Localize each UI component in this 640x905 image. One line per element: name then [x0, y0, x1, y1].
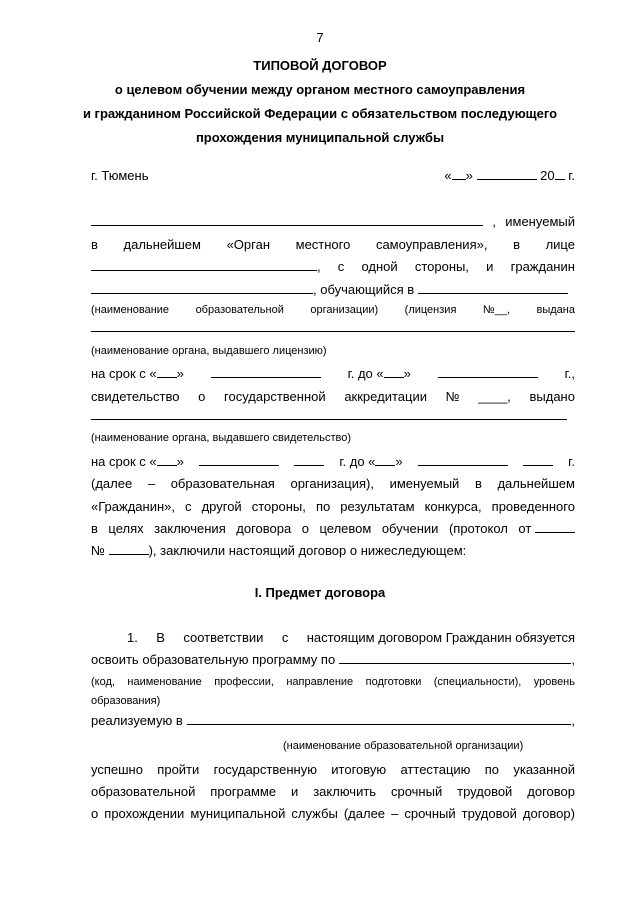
clause-1-line-4	[91, 762, 575, 777]
word: –	[391, 806, 399, 821]
word: образовательной	[195, 304, 284, 316]
preamble-line-1: , именуемый	[91, 214, 575, 229]
word: местного	[295, 237, 351, 252]
citizen-name-blank	[91, 282, 313, 294]
license-org-line	[91, 320, 575, 335]
text: »	[395, 454, 403, 469]
word: пройти	[157, 762, 200, 777]
word: договор)	[522, 806, 575, 821]
word: срочный	[390, 784, 443, 799]
word: прохождении	[104, 806, 185, 821]
studying-text: , обучающийся в	[313, 282, 415, 297]
year-blank	[555, 168, 565, 180]
clause-1-line-1	[127, 630, 575, 645]
word: (лицензия	[404, 304, 457, 316]
clause-1-line-5	[91, 784, 575, 799]
word: конкурса,	[424, 499, 482, 514]
word: образовательная	[170, 476, 275, 491]
word: одной	[361, 259, 398, 274]
document-subtitle-line-3: прохождения муниципальной службы	[195, 130, 445, 145]
word: по	[484, 762, 500, 777]
word: (протокол	[448, 521, 508, 536]
program-blank	[339, 652, 571, 664]
protocol-number-blank	[109, 543, 149, 555]
protocol-date-blank	[535, 521, 575, 533]
word: срочный	[404, 806, 456, 821]
blank	[157, 454, 177, 466]
word: (далее	[91, 476, 133, 491]
word: с	[337, 259, 345, 274]
place-text: г. Тюмень	[91, 168, 149, 183]
organ-name-blank	[91, 214, 483, 226]
named-text: именуемый	[505, 214, 575, 229]
word: (далее	[343, 806, 386, 821]
word: №__,	[482, 304, 510, 316]
preamble-line-13	[91, 521, 575, 536]
cert-org-blank	[91, 408, 567, 420]
word: по	[315, 499, 331, 514]
word: самоуправления»,	[375, 237, 488, 252]
word: и	[291, 784, 299, 799]
preamble-line-12	[91, 499, 575, 514]
blank	[523, 454, 553, 466]
word: организация),	[290, 476, 374, 491]
preamble-line-11	[91, 476, 575, 491]
word: в	[91, 521, 98, 536]
word: о	[91, 806, 99, 821]
word: выдана	[536, 304, 575, 316]
text: »	[176, 454, 184, 469]
text: освоить образовательную программу по	[91, 652, 336, 667]
word: (специальности),	[433, 676, 522, 688]
text: на срок с «	[91, 454, 157, 469]
word: соответствии	[183, 630, 264, 645]
document-subtitle-line-1: о целевом обучении между органом местного самоуправления	[114, 82, 526, 97]
preamble-line-4	[91, 282, 575, 297]
word: аккредитации	[344, 389, 427, 404]
text: ,	[571, 652, 575, 667]
word: целях	[108, 521, 144, 536]
word: 1.	[127, 630, 138, 645]
word: (код,	[91, 676, 115, 688]
document-title: ТИПОВОЙ ДОГОВОР	[253, 58, 387, 73]
word: о	[301, 521, 309, 536]
text: ), заключили настоящий договор о нижеследующем:	[148, 543, 467, 558]
word: службы	[291, 806, 338, 821]
clause-1-line-3	[91, 713, 575, 728]
word: о	[198, 389, 206, 404]
preamble-line-14	[91, 543, 575, 558]
word: заключения	[154, 521, 226, 536]
section-heading: I. Предмет договора	[254, 585, 386, 600]
word: аттестацию	[400, 762, 471, 777]
text: ,	[571, 713, 575, 728]
word: стороны,	[251, 499, 306, 514]
year-prefix: 20	[540, 168, 555, 183]
license-org-note: (наименование органа, выдавшего лицензию)	[91, 345, 327, 357]
cert-term-line	[91, 454, 575, 469]
word: целевом	[319, 521, 372, 536]
word: выдано	[529, 389, 575, 404]
blank	[157, 366, 177, 378]
blank	[211, 366, 321, 378]
word: именуемый	[389, 476, 460, 491]
word: подготовки	[365, 676, 422, 688]
word: направление	[286, 676, 354, 688]
word: государственную	[213, 762, 317, 777]
word: №	[445, 389, 460, 404]
clause-1-line-2	[91, 652, 575, 667]
license-org-blank	[91, 320, 575, 332]
blank	[384, 366, 404, 378]
implementing-org-note: (наименование образовательной организации)	[283, 740, 524, 752]
word: с	[281, 630, 289, 645]
representative-blank	[91, 259, 317, 271]
word: в	[91, 237, 98, 252]
blank	[199, 454, 279, 466]
word: в	[513, 237, 520, 252]
word: организации)	[310, 304, 379, 316]
word: другой	[201, 499, 242, 514]
month-blank	[477, 168, 537, 180]
word: программе	[210, 784, 277, 799]
word: лице	[545, 237, 575, 252]
word: дальнейшем	[497, 476, 575, 491]
word: заключить	[313, 784, 377, 799]
word: с	[185, 499, 192, 514]
text: на срок с «	[91, 366, 157, 381]
text: г. до «	[339, 454, 376, 469]
date-field	[444, 168, 575, 183]
year-suffix: г.	[568, 168, 575, 183]
word: договора	[236, 521, 292, 536]
word: –	[147, 476, 156, 491]
preamble-line-5	[91, 304, 575, 316]
text: »	[176, 366, 184, 381]
word: наименование	[127, 676, 202, 688]
blank	[438, 366, 538, 378]
word: и	[486, 259, 494, 274]
word: уровень	[533, 676, 575, 688]
cert-org-note: (наименование органа, выдавшего свидетельство)	[91, 432, 352, 444]
word: «Орган	[226, 237, 271, 252]
license-term-line	[91, 366, 575, 381]
word: «Гражданин»,	[91, 499, 175, 514]
implementing-org-blank	[187, 713, 572, 725]
text: г. до «	[347, 366, 384, 381]
place-date-line	[91, 168, 575, 183]
word: В	[156, 630, 165, 645]
cert-org-line	[91, 408, 575, 423]
word: трудовой	[461, 806, 517, 821]
word: стороны,	[414, 259, 469, 274]
word: трудовой	[457, 784, 513, 799]
word: обучении	[381, 521, 439, 536]
word: указанной	[513, 762, 575, 777]
blank	[418, 454, 508, 466]
text: г.,	[564, 366, 575, 381]
preamble-line-3: , с одной стороны, и гражданин	[91, 259, 575, 274]
page-number: 7	[316, 30, 324, 45]
text: №	[91, 543, 105, 558]
blank	[375, 454, 395, 466]
word: в	[474, 476, 482, 491]
word: ____,	[478, 389, 511, 404]
word: результатам	[340, 499, 415, 514]
day-blank	[452, 168, 466, 180]
word: гражданин	[510, 259, 575, 274]
clause-1-line-6	[91, 806, 575, 821]
word: свидетельство	[91, 389, 180, 404]
word: настоящим договором Гражданин обязуется	[306, 630, 575, 645]
text: »	[403, 366, 411, 381]
word: образовательной	[91, 784, 196, 799]
program-note-line-2: образования)	[91, 695, 161, 707]
accreditation-line	[91, 389, 575, 404]
date-open-quote: «	[444, 168, 452, 183]
word: итоговую	[331, 762, 387, 777]
text: г.	[568, 454, 575, 469]
blank	[294, 454, 324, 466]
word: от	[518, 521, 532, 536]
word: государственной	[224, 389, 326, 404]
education-org-blank	[418, 282, 568, 294]
word: успешно	[91, 762, 143, 777]
word: дальнейшем	[123, 237, 201, 252]
word: профессии,	[214, 676, 274, 688]
program-note-line-1	[91, 676, 575, 688]
document-subtitle-line-2: и гражданином Российской Федерации с обязательством последующего	[82, 106, 558, 121]
preamble-line-2	[91, 237, 575, 252]
word: муниципальной	[190, 806, 286, 821]
word: (наименование	[91, 304, 170, 316]
text: реализуемую в	[91, 713, 183, 728]
word: проведенного	[491, 499, 575, 514]
date-close-quote: »	[465, 168, 473, 183]
word: договор	[527, 784, 575, 799]
